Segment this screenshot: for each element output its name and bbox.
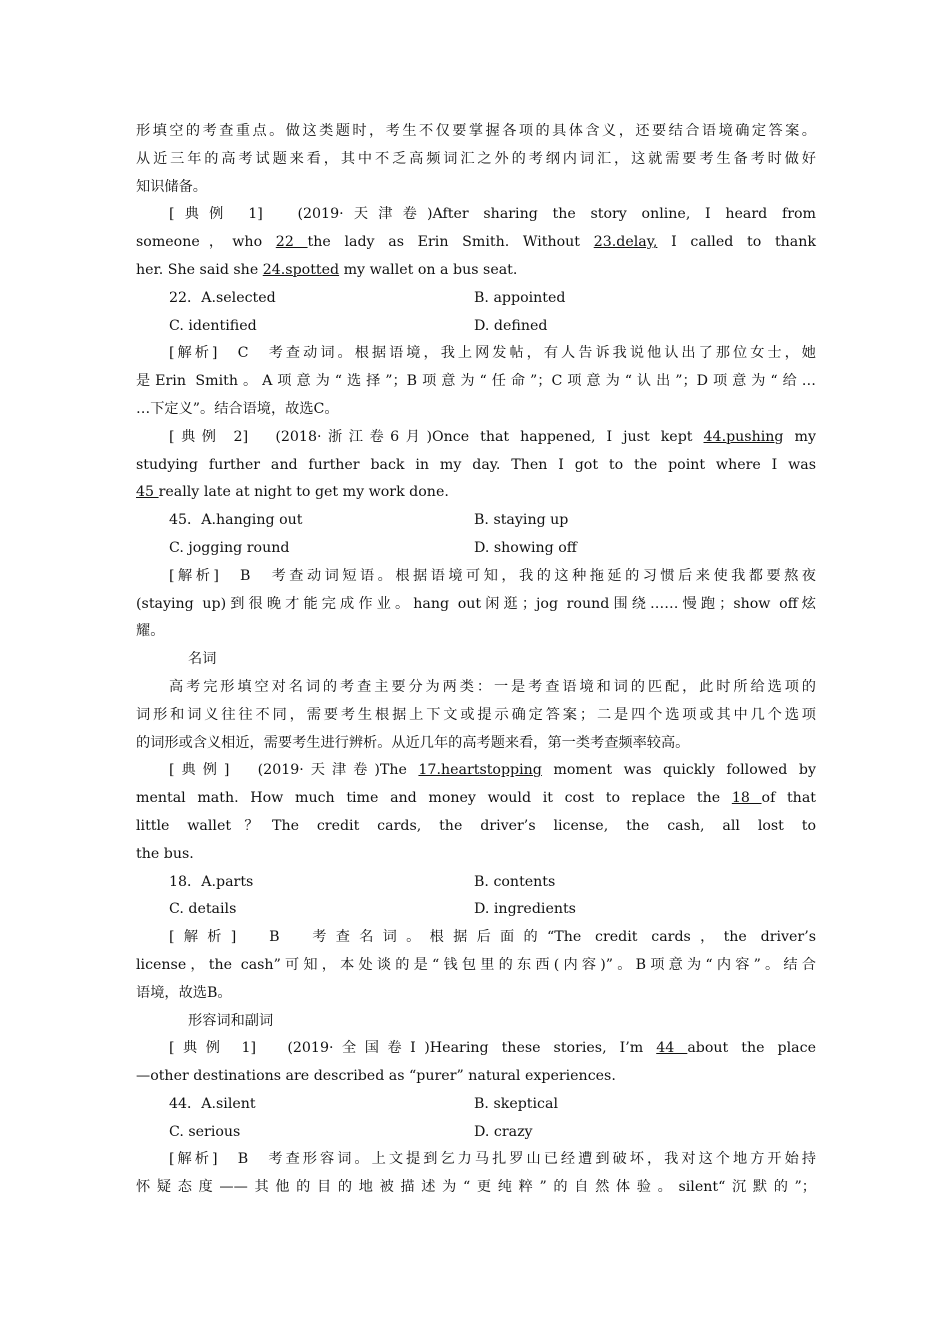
intro-line-1: 形填空的考查重点。做这类题时，考生不仅要掌握各项的具体含义，还要结合语境确定答案。 [136, 123, 816, 139]
noun-analysis-line-3: 语境，故选B。 [136, 984, 232, 1001]
options-row: C. jogging round D. showing off [169, 539, 577, 556]
example-2-line-3: 45 really late at night to get my work done. [136, 484, 449, 501]
noun-para-line-2: 词形和词义往往不同，需要考生根据上下文或提示确定答案；二是四个选项或其中几个选项 [136, 706, 816, 723]
blank-22: 22 [275, 234, 308, 251]
adj-analysis-line-2: 怀疑态度——其他的目的地被描述为“更纯粹”的自然体验。silent“沉默的”； [136, 1179, 816, 1196]
blank-18: 18 [731, 790, 762, 807]
intro-line-3: 知识储备。 [136, 178, 207, 195]
adj-analysis-line-1: [解析] B 考查形容词。上文提到乞力马扎罗山已经遭到破坏，我对这个地方开始持 [169, 1151, 816, 1168]
noun-example-line-2: mental math. How much time and money would it cost to replace the 18 of that [136, 790, 816, 807]
analysis-2-line-2: (staying up)到很晚才能完成作业。hang out闲逛；jog round围绕……慢跑；show off炫 [136, 595, 816, 612]
options-row: C. identified D. defined [169, 317, 548, 334]
example-2-line-1: [典例 2] (2018·浙江卷6月)Once that happened, I just kept 44.pushing my [169, 428, 816, 445]
example-1-line-2: someone，who 22 the lady as Erin Smith. Without 23.delay, I called to thank [136, 234, 816, 251]
adj-example-line-2: —other destinations are described as “purer” natural experiences. [136, 1068, 616, 1085]
options-row: 22．A.selected B. appointed [169, 289, 566, 306]
example-1-line-3: her. She said she 24.spotted my wallet on a bus seat. [136, 261, 518, 278]
noun-para-line-1: 高考完形填空对名词的考查主要分为两类：一是考查语境和词的匹配，此时所给选项的 [169, 678, 816, 695]
example-2-line-2: studying further and further back in my day. Then I got to the point where I was [136, 456, 816, 473]
analysis-1-line-1: [解析] C 考查动词。根据语境，我上网发帖，有人告诉我说他认出了那位女士，她 [169, 345, 816, 362]
blank-45: 45 [136, 484, 159, 501]
noun-analysis-line-1: [解析] B 考查名词。根据后面的“The credit cards，the driver’s [169, 929, 816, 946]
noun-para-line-3: 的词形或含义相近，需要考生进行辨析。从近几年的高考题来看，第一类考查频率较高。 [136, 734, 690, 751]
document-page [136, 118, 816, 1202]
noun-example-line-4: the bus. [136, 845, 194, 862]
options-row: 44．A.silent B. skeptical [169, 1095, 558, 1112]
analysis-1-line-3: …下定义”。结合语境，故选C。 [136, 400, 339, 417]
section-heading-noun: 名词 [188, 651, 217, 668]
section-heading-adjective: 形容词和副词 [188, 1012, 274, 1029]
options-row: C. details D. ingredients [169, 901, 576, 918]
example-1-line-1: [典例 1] (2019·天津卷)After sharing the story online, I heard from [169, 206, 816, 223]
answer-24: 24.spotted [262, 261, 340, 278]
analysis-2-line-1: [解析] B 考查动词短语。根据语境可知，我的这种拖延的习惯后来使我都要熬夜 [169, 567, 816, 584]
answer-23: 23.delay, [593, 234, 658, 251]
answer-44: 44.pushing [703, 428, 784, 445]
options-row: C. serious D. crazy [169, 1123, 533, 1140]
analysis-1-line-2: 是Erin Smith。A项意为“选择”；B项意为“任命”；C项意为“认出”；D项意为“给… [136, 373, 816, 390]
blank-44: 44 [656, 1040, 688, 1057]
intro-line-2: 从近三年的高考试题来看，其中不乏高频词汇之外的考纲内词汇，这就需要考生备考时做好 [136, 150, 816, 167]
noun-analysis-line-2: license，the cash”可知，本处谈的是“钱包里的东西(内容)”。B项意为“内容”。结合 [136, 956, 816, 973]
adj-example-line-1: [典例 1] (2019·全国卷Ⅰ)Hearing these stories, I’m 44 about the place [169, 1040, 816, 1057]
noun-example-line-3: little wallet？The credit cards, the driver’s license, the cash, all lost to [136, 817, 816, 834]
noun-example-line-1: [典例] (2019·天津卷)The 17.heartstopping moment was quickly followed by [169, 762, 816, 779]
answer-17: 17.heartstopping [418, 762, 542, 779]
analysis-2-line-3: 耀。 [136, 623, 165, 640]
options-row: 18．A.parts B. contents [169, 873, 556, 890]
options-row: 45．A.hanging out B. staying up [169, 512, 569, 529]
